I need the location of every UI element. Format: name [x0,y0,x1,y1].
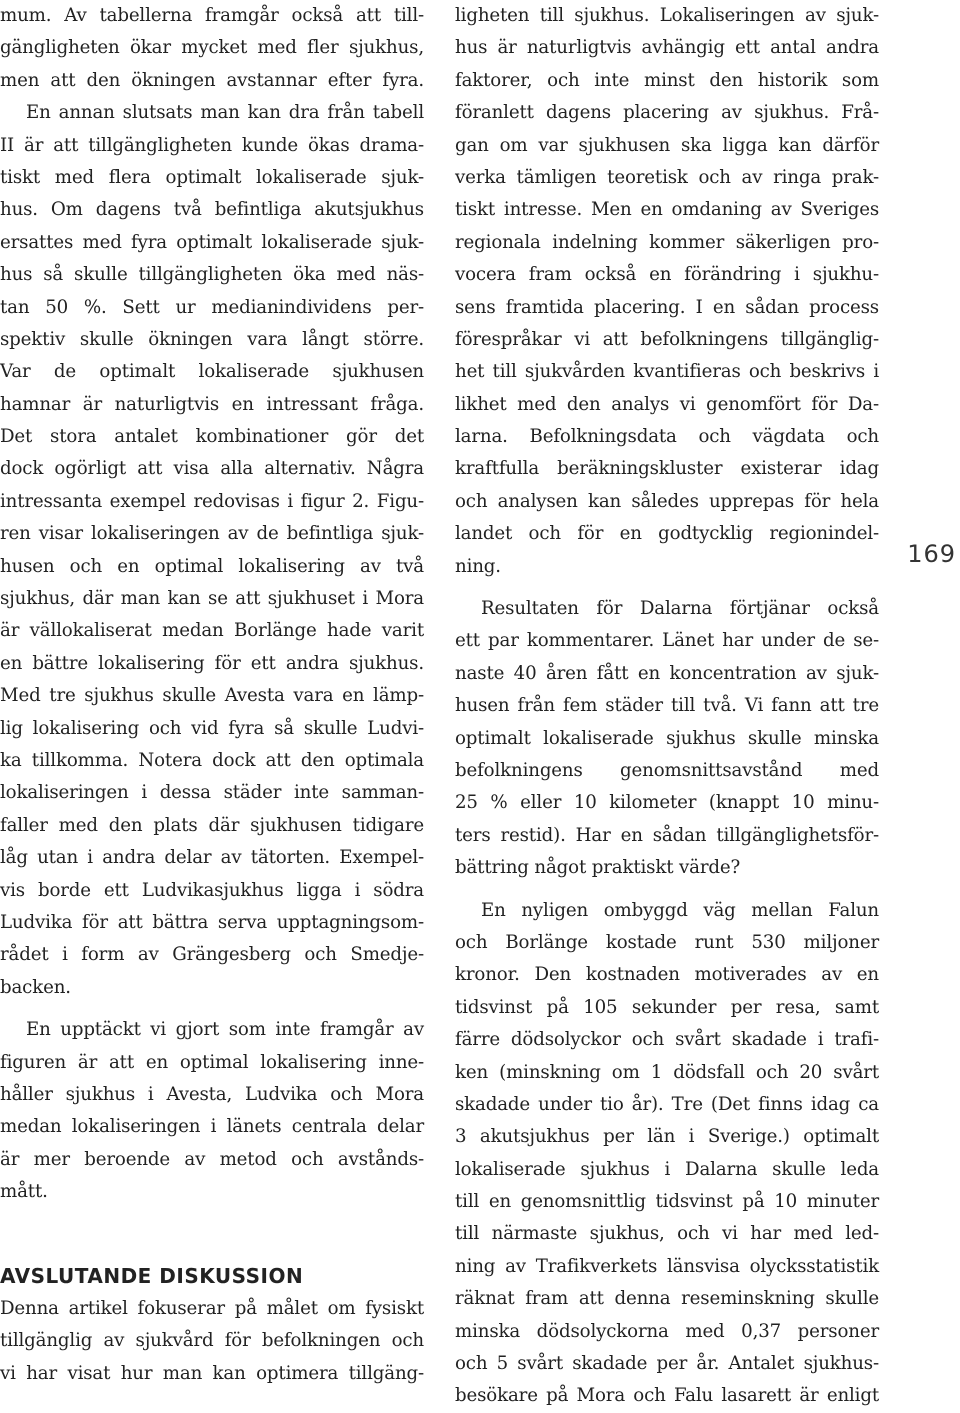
text-line: till en genomsnittlig tidsvinst på 10 minuter [455,1191,879,1213]
text-line: ren visar lokaliseringen av de befintliga sjuk- [0,523,424,545]
text-line: föranlett dagens placering av sjukhus. Frå- [455,102,879,124]
text-line: kronor. Den kostnaden motiverades av en [455,964,879,986]
text-line: mum. Av tabellerna framgår också att till- [0,5,424,26]
text-line: Med tre sjukhus skulle Avesta vara en lämp- [0,685,424,707]
text-line: lig lokalisering och vid fyra så skulle Ludvi- [0,717,424,739]
text-line: 25 % eller 10 kilometer (knappt 10 minu- [455,792,879,814]
text-line: faktorer, och inte minst den historik som [455,69,879,91]
text-line: ning av Trafikverkets länsvisa olycksstatistik [455,1255,879,1277]
text-line: ka tillkomma. Notera dock att den optimala [0,749,424,771]
text-line: besökare på Mora och Falu lasarett är enligt [455,1385,879,1407]
text-line: lokaliseringen i dessa städer inte samman- [0,782,424,804]
text-line: het till sjukvården kvantifieras och beskrivs i [455,361,879,383]
text-line: En upptäckt vi gjort som inte framgår av [26,1019,424,1041]
text-line: skadade under tio år). Tre (Det finns idag ca [455,1093,879,1115]
text-line: tillgänglig av sjukvård för befolkningen och [0,1330,424,1352]
text-line: tiskt med flera optimalt lokaliserade sjuk- [0,166,424,188]
text-line: faller med den plats där sjukhusen tidigare [0,814,424,836]
text-line: bättring något praktiskt värde? [455,857,741,879]
text-line: figuren är att en optimal lokalisering inne- [0,1051,424,1073]
text-line: En annan slutsats man kan dra från tabell [26,102,424,124]
text-line: ters restid). Har en sådan tillgänglighetsför- [455,824,879,846]
text-line: minska dödsolyckorna med 0,37 personer [455,1320,879,1342]
text-line: mått. [0,1181,48,1203]
text-line: och Borlänge kostade runt 530 miljoner [455,931,879,953]
text-line: tiskt intresse. Men en omdaning av Sveriges [455,199,879,221]
text-line: larna. Befolkningsdata och vägdata och [455,426,879,448]
text-line: landet och för en godtycklig regionindel- [455,523,879,545]
text-line: Det stora antalet kombinationer gör det [0,426,424,448]
right-column [455,0,879,1413]
text-line: förespråkar vi att befolkningens tillgänglig- [455,328,879,350]
text-line: dock ogörligt att visa alla alternativ. Några [0,458,424,480]
text-line: tan 50 %. Sett ur medianindividens per- [0,296,424,318]
text-line: vi har visat hur man kan optimera tillgäng- [0,1362,424,1384]
text-line: befolkningens genomsnittsavstånd med [455,759,879,781]
text-line: lokaliserade sjukhus i Dalarna skulle leda [455,1158,879,1180]
text-line: vis borde ett Ludvikasjukhus ligga i södra [0,879,424,901]
right-paragraph-3 [455,895,879,1413]
text-line: Resultaten för Dalarna förtjänar också [481,598,879,620]
paragraph-gap [455,885,879,895]
text-line: är vällokaliserat medan Borlänge hade varit [0,620,424,642]
text-line: likhet med den analys vi genomfört för Da- [455,393,879,415]
paragraph-gap [455,583,879,593]
text-line: tidsvinst på 105 sekunder per resa, samt [455,996,879,1018]
section-heading: AVSLUTANDE DISKUSSION [0,1264,304,1289]
right-paragraph-2 [455,593,879,885]
text-line: ligheten till sjukhus. Lokaliseringen av sjuk- [455,5,879,26]
text-line: hus så skulle tillgängligheten öka med näs- [0,264,424,286]
left-paragraph-2 [0,97,424,1004]
text-line: är mer beroende av metod och avstånds- [0,1148,424,1170]
text-line: optimalt lokaliserade sjukhus skulle minska [455,727,879,749]
text-line: rådet i form av Grängesberg och Smedje- [0,944,424,966]
text-line: sjukhus, där man kan se att sjukhuset i Mora [0,588,424,610]
text-line: ken (minskning om 1 dödsfall och 20 svårt [455,1061,879,1083]
text-line: ning. [455,555,501,577]
text-line: husen från fem städer till två. Vi fann att tre [455,695,879,717]
section-gap [0,1208,424,1260]
text-line: kraftfulla beräkningskluster existerar idag [455,458,879,480]
left-column [0,0,424,1390]
left-paragraph-1 [0,0,424,97]
text-line: ersattes med fyra optimalt lokaliserade sjuk- [0,231,424,253]
text-line: men att den ökningen avstannar efter fyra. [0,69,424,91]
text-line: håller sjukhus i Avesta, Ludvika och Mora [0,1083,424,1105]
text-line: husen och en optimal lokalisering av två [0,555,424,577]
text-line: gan om var sjukhusen ska ligga kan därför [455,134,879,156]
text-line: vocera fram också en förändring i sjukhu- [455,264,879,286]
text-line: och 5 svårt skadade per år. Antalet sjukhus- [455,1353,879,1375]
left-paragraph-4 [0,1293,424,1390]
text-line: medan lokaliseringen i länets centrala delar [0,1116,424,1138]
text-line: spektiv skulle ökningen vara långt större. [0,328,424,350]
text-line: till närmaste sjukhus, och vi har med led- [455,1223,879,1245]
text-line: regionala indelning kommer säkerligen pro- [455,231,879,253]
text-line: En nyligen ombyggd väg mellan Falun [481,899,879,921]
text-line: hus. Om dagens två befintliga akutsjukhus [0,199,424,221]
text-line: en bättre lokalisering för ett andra sjukhus. [0,652,424,674]
text-line: Ludvika för att bättra serva upptagningsom- [0,911,424,933]
page-number: 169 [907,540,956,568]
text-line: låg utan i andra delar av tätorten. Exempel- [0,847,424,869]
left-paragraph-3 [0,1014,424,1208]
text-line: backen. [0,976,71,998]
text-line: hamnar är naturligtvis en intressant fråga. [0,393,424,415]
text-line: Var de optimalt lokaliserade sjukhusen [0,361,424,383]
text-line: II är att tillgängligheten kunde ökas drama- [0,134,424,156]
text-line: verka tämligen teoretisk och av ringa prak- [455,166,879,188]
text-line: räknat fram att denna reseminskning skulle [455,1288,879,1310]
right-paragraph-1 [455,0,879,583]
text-line: sens framtida placering. I en sådan process [455,296,879,318]
text-line: ett par kommentarer. Länet har under de se- [455,630,879,652]
text-line: och analysen kan således upprepas för hela [455,490,879,512]
text-line: gängligheten ökar mycket med fler sjukhus, [0,37,424,59]
text-line: Denna artikel fokuserar på målet om fysiskt [0,1297,424,1319]
text-line: naste 40 åren fått en koncentration av sjuk- [455,662,879,684]
text-line: hus är naturligtvis avhängig ett antal andra [455,37,879,59]
text-line: färre dödsolyckor och svårt skadade i trafi- [455,1029,879,1051]
text-line: 3 akutsjukhus per län i Sverige.) optimalt [455,1126,879,1148]
text-line: intressanta exempel redovisas i figur 2. Figu- [0,490,424,512]
paragraph-gap [0,1004,424,1014]
